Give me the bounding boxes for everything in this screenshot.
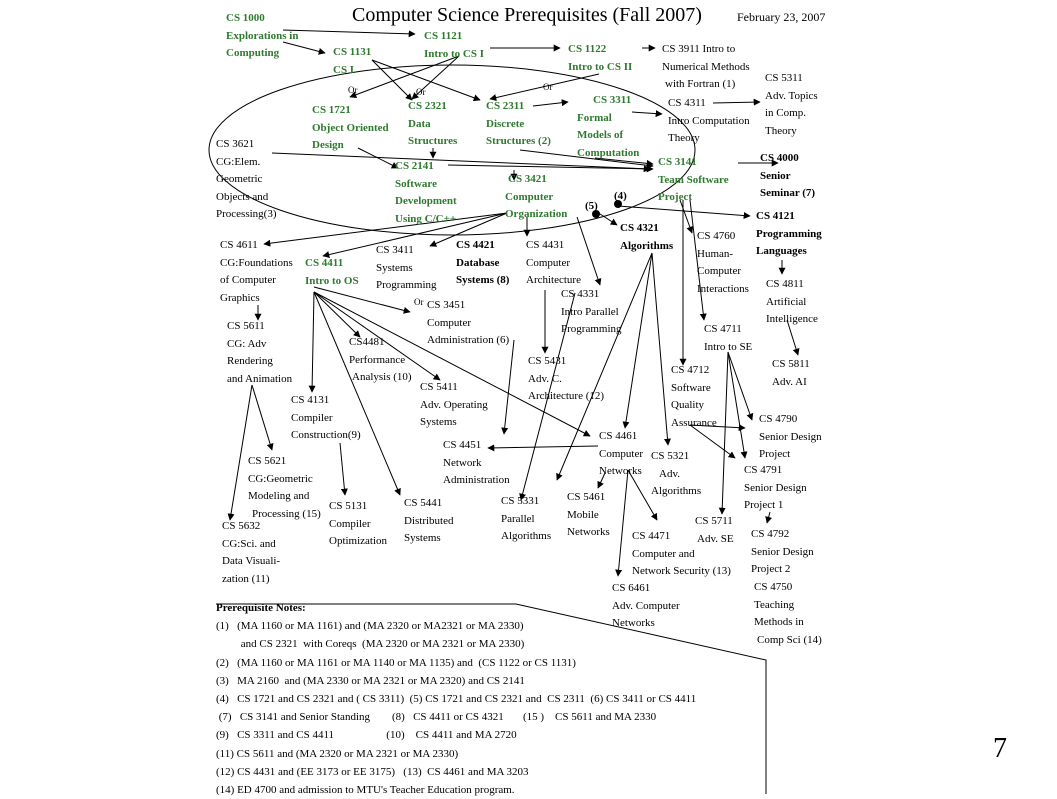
course-code: CS 4131 bbox=[291, 394, 330, 406]
course-title: Intro to SE bbox=[704, 340, 753, 353]
course-title: Intro Computation bbox=[668, 114, 750, 127]
course-code: CS4481 bbox=[349, 336, 385, 348]
course-title: Software bbox=[395, 177, 437, 190]
course-title: Adv. SE bbox=[697, 532, 734, 545]
course-title: Mobile bbox=[567, 508, 599, 521]
note-line: (4) CS 1721 and CS 2321 and ( CS 3311) (5) CS 1721 and CS 2321 and CS 2311 (6) CS 3411 or CS 4411 bbox=[216, 693, 697, 706]
course-title: Intelligence bbox=[766, 313, 818, 325]
course-title: Processing(3) bbox=[216, 208, 277, 220]
course-title: Adv. bbox=[659, 467, 680, 480]
course-title: Using C/C++ bbox=[395, 212, 457, 225]
course-node bbox=[305, 255, 359, 290]
course-node bbox=[220, 237, 293, 307]
course-title: Software bbox=[671, 381, 711, 394]
course-code: CS 4311 bbox=[668, 97, 706, 109]
course-title: Administration bbox=[443, 474, 510, 486]
course-code: CS 6461 bbox=[612, 582, 651, 594]
course-code: CS 4431 bbox=[526, 239, 565, 251]
note-marker: (5) bbox=[585, 200, 598, 212]
course-title: Project 1 bbox=[744, 499, 784, 511]
course-code: CS 4461 bbox=[599, 430, 638, 442]
course-node bbox=[651, 448, 701, 501]
course-title: Adv. Operating bbox=[420, 398, 488, 411]
course-node bbox=[751, 526, 814, 579]
course-code: CS 5311 bbox=[765, 72, 803, 84]
course-title: Data Visuali- bbox=[222, 555, 281, 567]
course-title: Object Oriented bbox=[312, 121, 389, 134]
course-code: CS 5632 bbox=[222, 520, 261, 532]
course-title: Design bbox=[312, 139, 344, 151]
course-title: Development bbox=[395, 195, 457, 207]
course-title: Rendering bbox=[227, 355, 273, 367]
course-node bbox=[216, 136, 277, 224]
course-title: Discrete bbox=[486, 117, 525, 130]
course-title: Structures (2) bbox=[486, 135, 551, 147]
course-code: CS 3411 bbox=[376, 244, 414, 256]
course-code: CS 2141 bbox=[395, 160, 434, 172]
course-code: CS 5131 bbox=[329, 500, 368, 512]
course-node bbox=[620, 220, 673, 255]
course-title: Team Software bbox=[658, 173, 729, 186]
course-title: Systems bbox=[404, 532, 441, 544]
course-code: CS 5321 bbox=[651, 450, 690, 462]
course-code: CS 4711 bbox=[704, 323, 742, 335]
course-title: Programming bbox=[561, 323, 622, 335]
course-code: CS 4712 bbox=[671, 364, 710, 376]
course-title: Adv. C. bbox=[528, 372, 562, 385]
course-title: CG:Sci. and bbox=[222, 537, 276, 550]
course-node bbox=[443, 437, 510, 490]
course-title: CG:Elem. bbox=[216, 155, 261, 168]
course-title: CS I bbox=[333, 63, 355, 76]
course-node bbox=[561, 286, 622, 339]
course-code: CS 3421 bbox=[508, 173, 547, 185]
course-code: CS 4411 bbox=[305, 257, 344, 269]
course-node bbox=[671, 362, 717, 432]
course-node bbox=[567, 489, 610, 542]
course-title: Artificial bbox=[766, 295, 807, 308]
prerequisite-notes bbox=[216, 599, 696, 799]
course-title: Objects and bbox=[216, 190, 269, 203]
course-node bbox=[427, 297, 509, 350]
note-line: (9) CS 3311 and CS 4411 (10) CS 4411 and MA 2720 bbox=[216, 729, 517, 742]
course-code: CS 5411 bbox=[420, 381, 458, 393]
course-code: CS 4121 bbox=[756, 210, 795, 222]
course-title: Networks bbox=[567, 526, 610, 538]
course-title: with Fortran (1) bbox=[665, 78, 736, 90]
course-title: Computer bbox=[526, 256, 570, 269]
course-title: Senior bbox=[760, 169, 791, 182]
course-title: Analysis (10) bbox=[352, 371, 412, 383]
course-title: Architecture bbox=[526, 274, 581, 286]
course-title: Interactions bbox=[697, 282, 749, 295]
course-code: CS 1121 bbox=[424, 30, 463, 42]
course-title: Architecture (12) bbox=[528, 390, 605, 402]
course-node bbox=[408, 98, 457, 151]
course-title: Compiler bbox=[329, 517, 371, 530]
course-title: Adv. Computer bbox=[612, 599, 680, 612]
course-node bbox=[697, 228, 749, 298]
note-line: and CS 2321 with Coreqs (MA 2320 or MA 2321 or MA 2330) bbox=[216, 638, 525, 651]
course-title: Geometric bbox=[216, 173, 263, 185]
course-node bbox=[754, 579, 822, 649]
course-title: Administration (6) bbox=[427, 334, 510, 346]
course-code: CS 3311 bbox=[593, 94, 632, 106]
course-code: CS 4471 bbox=[632, 530, 671, 542]
course-title: CG:Foundations bbox=[220, 256, 293, 269]
course-title: zation (11) bbox=[222, 572, 270, 585]
course-node bbox=[456, 237, 509, 290]
note-line: (12) CS 4431 and (EE 3173 or EE 3175) (13) CS 4461 and MA 3203 bbox=[216, 765, 529, 778]
course-code: CS 4792 bbox=[751, 528, 790, 540]
course-code: CS 4321 bbox=[620, 222, 659, 234]
course-title: Systems bbox=[420, 416, 457, 428]
course-code: CS 4331 bbox=[561, 288, 600, 300]
course-title: Structures bbox=[408, 135, 458, 147]
note-line: (11) CS 5611 and (MA 2320 or MA 2321 or MA 2330) bbox=[216, 747, 459, 760]
course-title: Computing bbox=[226, 47, 280, 59]
course-node bbox=[501, 493, 551, 546]
course-node bbox=[505, 171, 567, 224]
course-title: Intro Parallel bbox=[561, 305, 619, 318]
course-title: Explorations in bbox=[226, 29, 299, 42]
or-label: Or bbox=[416, 87, 426, 97]
course-node bbox=[227, 318, 292, 388]
course-title: Senior Design bbox=[751, 545, 814, 558]
course-title: Networks bbox=[599, 465, 642, 477]
course-node bbox=[568, 41, 632, 76]
course-node bbox=[312, 102, 389, 155]
course-title: Systems (8) bbox=[456, 274, 510, 286]
course-title: Network bbox=[443, 456, 482, 469]
course-title: Human- bbox=[697, 247, 734, 260]
course-title: Organization bbox=[505, 208, 568, 220]
course-node bbox=[526, 237, 581, 290]
course-code: CS 4811 bbox=[766, 278, 804, 290]
course-node bbox=[695, 513, 734, 548]
course-title: Parallel bbox=[501, 512, 535, 525]
course-code: CS 4750 bbox=[754, 581, 793, 593]
course-code: CS 4421 bbox=[456, 239, 495, 251]
course-title: Project bbox=[658, 191, 692, 203]
course-title: Seminar (7) bbox=[760, 187, 816, 199]
course-title: Programming bbox=[756, 227, 822, 240]
course-title: Teaching bbox=[754, 598, 795, 611]
course-node bbox=[349, 334, 412, 387]
course-title: Computer bbox=[599, 447, 643, 460]
course-title: CG:Geometric bbox=[248, 472, 313, 485]
course-code: CS 4791 bbox=[744, 464, 783, 476]
course-node bbox=[404, 495, 454, 548]
course-title: Computation bbox=[577, 146, 640, 159]
note-marker: (4) bbox=[614, 190, 627, 202]
course-node bbox=[772, 356, 810, 391]
course-node bbox=[329, 498, 387, 551]
course-node bbox=[760, 150, 815, 203]
course-title: Project bbox=[759, 448, 791, 460]
course-title: Graphics bbox=[220, 291, 260, 304]
course-title: Algorithms bbox=[501, 530, 552, 542]
course-code: CS 4760 bbox=[697, 230, 736, 242]
page-number: 7 bbox=[993, 733, 1007, 764]
course-title: Computer and bbox=[632, 547, 695, 560]
course-node bbox=[577, 92, 639, 162]
course-title: Senior Design bbox=[759, 430, 822, 443]
course-title: Programming bbox=[376, 279, 437, 291]
course-node bbox=[486, 98, 551, 151]
course-node bbox=[658, 154, 729, 207]
course-node bbox=[376, 242, 437, 295]
course-title: in Comp. bbox=[765, 107, 806, 119]
course-node bbox=[766, 276, 818, 329]
course-title: Computer bbox=[427, 316, 471, 329]
course-node bbox=[599, 428, 643, 481]
course-title: Languages bbox=[756, 245, 807, 257]
course-code: CS 5711 bbox=[695, 515, 733, 527]
course-code: CS 3141 bbox=[658, 156, 697, 168]
course-title: Systems bbox=[376, 261, 413, 274]
course-node bbox=[756, 208, 822, 261]
course-code: CS 5611 bbox=[227, 320, 265, 332]
course-code: CS 2311 bbox=[486, 100, 525, 112]
course-title: Computer bbox=[697, 265, 741, 277]
course-title: Project 2 bbox=[751, 563, 791, 575]
course-title: Networks bbox=[612, 617, 655, 629]
course-title: Theory bbox=[765, 124, 797, 137]
notes-header: Prerequisite Notes: bbox=[216, 602, 306, 614]
course-title: Modeling and bbox=[248, 490, 310, 502]
course-title: Distributed bbox=[404, 514, 454, 527]
course-node bbox=[668, 95, 750, 148]
or-label: Or bbox=[543, 82, 553, 92]
course-node bbox=[395, 158, 457, 228]
course-code: CS 5621 bbox=[248, 455, 287, 467]
note-line: (3) MA 2160 and (MA 2330 or MA 2321 or MA 2320) and CS 2141 bbox=[216, 674, 525, 687]
or-label: Or bbox=[348, 85, 358, 95]
course-node bbox=[222, 518, 280, 588]
course-title: Network Security (13) bbox=[632, 565, 731, 577]
course-code: CS 4790 bbox=[759, 413, 798, 425]
course-title: Optimization bbox=[329, 535, 388, 547]
note-line: (2) (MA 1160 or MA 1161 or MA 1140 or MA 1135) and (CS 1122 or CS 1131) bbox=[216, 656, 576, 669]
course-code: CS 1131 bbox=[333, 46, 372, 58]
course-code: CS 4000 bbox=[760, 152, 799, 164]
course-node bbox=[765, 70, 818, 140]
course-node bbox=[662, 41, 750, 94]
course-title: Database bbox=[456, 256, 500, 269]
note-line: (1) (MA 1160 or MA 1161) and (MA 2320 or MA2321 or MA 2330) bbox=[216, 620, 524, 633]
course-node bbox=[248, 453, 321, 523]
course-title: Numerical Methods bbox=[662, 60, 750, 73]
note-line: (14) ED 4700 and admission to MTU's Teacher Education program. bbox=[216, 784, 515, 797]
course-title: Models of bbox=[577, 129, 624, 141]
course-title: Data bbox=[408, 117, 431, 130]
course-title: Methods in bbox=[754, 616, 804, 628]
course-code: CS 5331 bbox=[501, 495, 540, 507]
course-node bbox=[424, 28, 484, 63]
course-title: Senior Design bbox=[744, 481, 807, 494]
course-code: CS 5441 bbox=[404, 497, 443, 509]
course-code: CS 3621 bbox=[216, 138, 255, 150]
course-code: CS 5461 bbox=[567, 491, 606, 503]
course-title: of Computer bbox=[220, 274, 276, 286]
course-title: Adv. AI bbox=[772, 375, 807, 388]
course-code: CS 5811 bbox=[772, 358, 810, 370]
course-node bbox=[744, 462, 807, 515]
course-code: CS 3911 Intro to bbox=[662, 43, 736, 55]
course-code: CS 1721 bbox=[312, 104, 351, 116]
course-title: Theory bbox=[668, 132, 700, 144]
course-code: CS 5431 bbox=[528, 355, 567, 367]
course-title: Intro to CS II bbox=[568, 60, 633, 73]
course-title: Computer bbox=[505, 190, 554, 203]
course-title: Assurance bbox=[671, 416, 717, 429]
course-title: Formal bbox=[577, 111, 612, 124]
course-code: CS 1000 bbox=[226, 12, 265, 24]
course-title: Processing (15) bbox=[252, 507, 321, 520]
course-code: CS 1122 bbox=[568, 43, 607, 55]
or-label: Or bbox=[414, 297, 424, 307]
course-code: CS 4451 bbox=[443, 439, 482, 451]
course-title: Algorithms bbox=[651, 485, 702, 497]
course-title: Quality bbox=[671, 399, 704, 411]
course-title: Algorithms bbox=[620, 239, 674, 252]
course-node bbox=[226, 10, 298, 63]
course-code: CS 2321 bbox=[408, 100, 447, 112]
course-code: CS 4611 bbox=[220, 239, 258, 251]
course-title: Adv. Topics bbox=[765, 89, 818, 102]
course-title: Intro to CS I bbox=[424, 47, 485, 60]
course-title: Construction(9) bbox=[291, 429, 361, 441]
course-node bbox=[528, 353, 604, 406]
course-code: CS 3451 bbox=[427, 299, 466, 311]
course-node bbox=[420, 379, 488, 432]
course-node bbox=[704, 321, 752, 356]
diagram-title: Computer Science Prerequisites (Fall 2007) bbox=[352, 4, 702, 26]
course-title: Performance bbox=[349, 353, 406, 366]
course-title: and Animation bbox=[227, 372, 293, 385]
course-node bbox=[333, 44, 371, 79]
course-title: CG: Adv bbox=[227, 337, 267, 350]
course-title: Compiler bbox=[291, 411, 333, 424]
note-line: (7) CS 3141 and Senior Standing (8) CS 4411 or CS 4321 (15 ) CS 5611 and MA 2330 bbox=[216, 711, 657, 724]
course-node bbox=[759, 411, 822, 464]
diagram-date: February 23, 2007 bbox=[737, 10, 826, 24]
course-title: Comp Sci (14) bbox=[757, 633, 822, 646]
course-title: Intro to OS bbox=[305, 274, 359, 287]
course-node bbox=[291, 392, 361, 445]
